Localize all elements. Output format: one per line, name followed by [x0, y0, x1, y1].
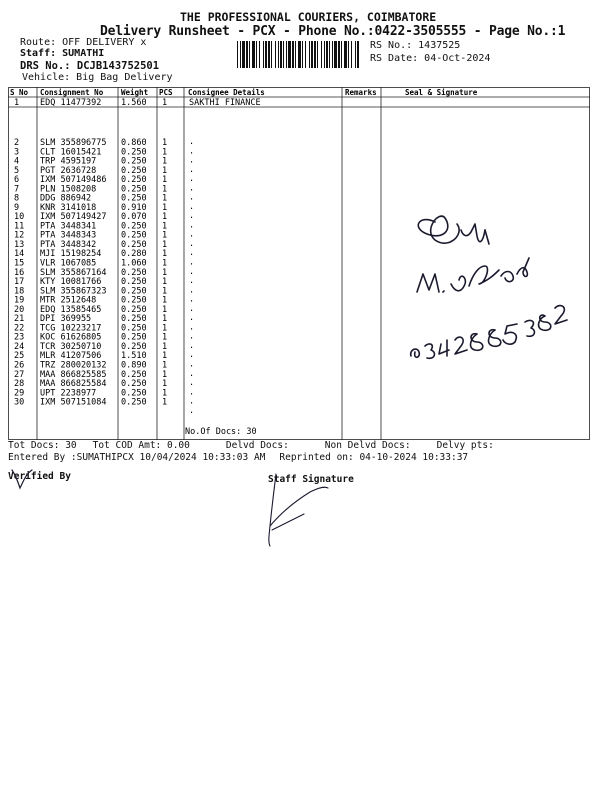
row-weight: 0.250: [121, 369, 147, 380]
row-pcs: 1: [162, 304, 168, 315]
row-sno: 10: [14, 212, 25, 223]
row-consignment: UPT 2238977: [40, 388, 97, 399]
row-consignment: CLT 16015421: [40, 147, 102, 158]
row-consignment: EDQ 11477392: [40, 98, 102, 108]
col-consignee: Consignee Details: [188, 88, 265, 97]
row-pcs: 1: [162, 369, 168, 380]
row-pcs: 1: [162, 314, 168, 325]
row-pcs: 1: [162, 341, 168, 352]
barcode-bar: [265, 41, 267, 68]
barcode-bar: [271, 41, 272, 68]
row-sno: 2: [14, 138, 20, 148]
delvd-docs: Delvd Docs:: [225, 440, 289, 451]
row-pcs: 1: [162, 286, 168, 297]
row-sno: 3: [14, 147, 20, 158]
row-sno: 1: [14, 98, 20, 108]
row-dot: .: [189, 313, 195, 324]
barcode-bar: [338, 41, 340, 68]
barcode: [237, 41, 360, 68]
row-sno: 28: [14, 379, 25, 390]
barcode-bar: [314, 41, 316, 68]
row-dot: .: [189, 211, 195, 222]
row-consignment: MLR 41207506: [40, 351, 102, 362]
row-sno: 25: [14, 351, 25, 362]
runsheet-table: [8, 87, 590, 440]
row-weight: 0.250: [121, 147, 147, 158]
verified-by-label: Verified By: [8, 471, 71, 482]
barcode-bar: [280, 41, 282, 68]
row-sno: 11: [14, 221, 25, 232]
row-sno: 7: [14, 184, 20, 195]
row-dot: .: [189, 285, 195, 296]
row-dot: .: [189, 183, 195, 194]
row-consignment: KOC 61626805: [40, 332, 102, 343]
row-pcs: 1: [162, 221, 168, 232]
row-pcs: 1: [162, 397, 168, 408]
row-pcs: 1: [162, 138, 168, 148]
barcode-bar: [246, 41, 248, 68]
barcode-bar: [288, 41, 291, 68]
barcode-bar: [355, 41, 356, 68]
row-pcs: 1: [162, 184, 168, 195]
row-weight: 0.250: [121, 286, 147, 297]
row-consignee: SAKTHI FINANCE: [189, 98, 261, 108]
row-sno: 29: [14, 388, 25, 399]
row-pcs: 1: [162, 249, 168, 260]
barcode-bar: [292, 41, 294, 68]
col-remarks: Remarks: [345, 88, 377, 97]
staff-signature-label: Staff Signature: [268, 474, 354, 485]
row-dot: .: [189, 201, 195, 212]
row-pcs: 1: [162, 212, 168, 223]
row-pcs: 1: [162, 193, 168, 204]
row-sno: 14: [14, 249, 25, 260]
barcode-bar: [256, 41, 257, 68]
row-weight: 1.560: [121, 98, 147, 108]
row-sno: 26: [14, 360, 25, 371]
row-dot: .: [189, 192, 195, 203]
tot-docs: Tot Docs: 30: [8, 440, 77, 451]
rs-date: RS Date: 04-Oct-2024: [370, 53, 491, 64]
row-dot: .: [189, 220, 195, 231]
row-sno: 5: [14, 165, 20, 176]
barcode-bar: [309, 41, 310, 68]
row-sno: 8: [14, 193, 20, 204]
row-weight: 0.250: [121, 304, 147, 315]
row-consignment: MAA 866825585: [40, 369, 107, 380]
row-pcs: 1: [162, 277, 168, 288]
row-sno: 30: [14, 397, 25, 408]
row-dot: .: [189, 248, 195, 259]
row-sno: 16: [14, 267, 25, 278]
row-dot: .: [189, 303, 195, 314]
row-weight: 0.250: [121, 314, 147, 325]
row-consignment: PGT 2636728: [40, 165, 97, 176]
row-sno: 21: [14, 314, 25, 325]
barcode-bar: [278, 41, 279, 68]
entered-by: Entered By :SUMATHIPCX 10/04/2024 10:33:03 AM: [8, 452, 266, 463]
tot-cod: Tot COD Amt: 0.00: [92, 440, 190, 451]
col-seal-signature: Seal & Signature: [405, 88, 478, 97]
row-weight: 0.250: [121, 156, 147, 167]
row-consignment: KNR 3141018: [40, 202, 97, 213]
row-weight: 0.250: [121, 379, 147, 390]
row-pcs: 1: [162, 267, 168, 278]
barcode-bar: [341, 41, 342, 68]
row-weight: 0.250: [121, 221, 147, 232]
row-consignment: SLM 355867323: [40, 286, 107, 297]
row-weight: 0.250: [121, 388, 147, 399]
row-pcs: 1: [162, 175, 168, 186]
row-consignment: PTA 3448341: [40, 221, 97, 232]
page-title: Delivery Runsheet - PCX - Phone No.:0422-3505555 - Page No.:1: [100, 24, 566, 39]
row-pcs: 1: [162, 351, 168, 362]
row-dot: .: [189, 266, 195, 277]
staff-label: Staff: SUMATHI: [20, 48, 105, 59]
row-dot: .: [189, 137, 195, 147]
row-weight: 0.070: [121, 212, 147, 223]
row-weight: 0.860: [121, 138, 147, 148]
row-dot: .: [189, 146, 195, 157]
row-weight: 0.250: [121, 193, 147, 204]
row-consignment: KTY 10081766: [40, 277, 102, 288]
row-consignment: TCR 30250710: [40, 341, 102, 352]
row-consignment: MJI 15198254: [40, 249, 102, 260]
row-pcs: 1: [162, 98, 168, 108]
row-consignment: MAA 866825584: [40, 379, 107, 390]
row-consignment: MTR 2512648: [40, 295, 97, 306]
row-dot: .: [189, 164, 195, 175]
table-row-first: [14, 98, 261, 108]
row-pcs: 1: [162, 295, 168, 306]
barcode-bar: [344, 41, 347, 68]
row-dot: .: [189, 174, 195, 185]
row-dot: .: [189, 322, 195, 333]
table-rows: [14, 137, 194, 416]
entry-line: [8, 452, 468, 463]
barcode-bar: [275, 41, 276, 68]
reprinted-on: Reprinted on: 04-10-2024 10:33:37: [279, 452, 469, 463]
row-pcs: 1: [162, 156, 168, 167]
barcode-bar: [252, 41, 255, 68]
row-consignment: EDQ 13585465: [40, 304, 102, 315]
row-weight: 0.250: [121, 397, 147, 408]
col-pcs: PCS: [159, 88, 173, 97]
rs-number: RS No.: 1437525: [370, 40, 461, 51]
barcode-bar: [329, 41, 330, 68]
row-sno: 18: [14, 286, 25, 297]
row-dot: .: [189, 294, 195, 305]
row-pcs: 1: [162, 323, 168, 334]
row-pcs: 1: [162, 147, 168, 158]
barcode-bar: [249, 41, 250, 68]
row-consignment: SLM 355896775: [40, 138, 107, 148]
barcode-bar: [326, 41, 328, 68]
row-weight: 1.510: [121, 351, 147, 362]
row-dot: .: [189, 276, 195, 287]
row-consignment: DPI 369955: [40, 314, 92, 325]
row-weight: 0.250: [121, 175, 147, 186]
barcode-bar: [259, 41, 260, 68]
no-of-docs: No.Of Docs: 30: [185, 427, 257, 437]
row-consignment: IXM 507149486: [40, 175, 107, 186]
row-sno: 24: [14, 341, 25, 352]
barcode-bar: [283, 41, 284, 68]
barcode-bar: [321, 41, 322, 68]
row-sno: 19: [14, 295, 25, 306]
row-dot: .: [189, 368, 195, 379]
barcode-bar: [286, 41, 287, 68]
row-sno: 27: [14, 369, 25, 380]
barcode-bar: [305, 41, 306, 68]
summary-line: [8, 440, 494, 451]
barcode-bar: [302, 41, 303, 68]
row-dot: .: [189, 238, 195, 249]
row-weight: 0.250: [121, 295, 147, 306]
row-consignment: TCG 10223217: [40, 323, 102, 334]
row-dot: .: [189, 387, 195, 398]
row-pcs: 1: [162, 332, 168, 343]
barcode-bar: [240, 41, 241, 68]
barcode-bar: [311, 41, 313, 68]
row-sno: 17: [14, 277, 25, 288]
row-consignment: VLR 1067085: [40, 258, 97, 269]
barcode-bar: [237, 41, 238, 68]
row-weight: 0.250: [121, 267, 147, 278]
row-pcs: 1: [162, 379, 168, 390]
barcode-bar: [263, 41, 264, 68]
row-sno: 9: [14, 202, 20, 213]
col-sno: S No: [10, 88, 29, 97]
row-weight: 0.280: [121, 249, 147, 260]
row-consignment: PLN 1508208: [40, 184, 97, 195]
row-pcs: 1: [162, 360, 168, 371]
row-dot: .: [189, 155, 195, 166]
row-weight: 0.250: [121, 184, 147, 195]
row-dot: .: [189, 257, 195, 268]
barcode-bar: [268, 41, 270, 68]
row-sno: 6: [14, 175, 20, 186]
barcode-bar: [324, 41, 325, 68]
row-weight: 0.890: [121, 360, 147, 371]
barcode-bar: [295, 41, 296, 68]
row-weight: 0.250: [121, 239, 147, 250]
barcode-bar: [334, 41, 337, 68]
row-weight: 0.250: [121, 165, 147, 176]
row-sno: 23: [14, 332, 25, 343]
delvy-pts: Delvy pts:: [436, 440, 494, 451]
row-weight: 0.250: [121, 230, 147, 241]
vehicle-label: Vehicle: Big Bag Delivery: [22, 72, 173, 83]
barcode-bar: [357, 41, 359, 68]
row-consignment: IXM 507151084: [40, 397, 107, 408]
row-consignment: IXM 507149427: [40, 212, 107, 223]
row-dot: .: [189, 229, 195, 240]
row-dot: .: [189, 396, 195, 407]
row-sno: 12: [14, 230, 25, 241]
barcode-bar: [317, 41, 318, 68]
non-delvd-docs: Non Delvd Docs:: [324, 440, 411, 451]
table-row: [14, 397, 194, 408]
row-consignment: SLM 355867164: [40, 267, 107, 278]
row-consignment: DDG 886942: [40, 193, 92, 204]
row-weight: 1.060: [121, 258, 147, 269]
row-pcs: 1: [162, 165, 168, 176]
row-dot: .: [189, 359, 195, 370]
company-name: THE PROFESSIONAL COURIERS, COIMBATORE: [180, 10, 437, 24]
row-weight: 0.250: [121, 332, 147, 343]
row-pcs: 1: [162, 258, 168, 269]
row-pcs: 1: [162, 202, 168, 213]
row-dot: .: [189, 331, 195, 342]
row-weight: 0.910: [121, 202, 147, 213]
row-sno: 20: [14, 304, 25, 315]
col-weight: Weight: [121, 88, 149, 97]
row-consignment: TRZ 280020132: [40, 360, 107, 371]
row-dot: .: [189, 405, 195, 416]
row-weight: 0.250: [121, 341, 147, 352]
row-weight: 0.250: [121, 323, 147, 334]
row-pcs: 1: [162, 239, 168, 250]
barcode-bar: [348, 41, 349, 68]
row-sno: 15: [14, 258, 25, 269]
row-weight: 0.250: [121, 277, 147, 288]
drs-number: DRS No.: DCJB143752501: [20, 60, 160, 72]
row-pcs: 1: [162, 230, 168, 241]
row-consignment: TRP 4595197: [40, 156, 97, 167]
col-consignment: Consignment No: [40, 88, 104, 97]
barcode-bar: [298, 41, 301, 68]
barcode-bar: [351, 41, 352, 68]
barcode-bar: [332, 41, 333, 68]
row-dot: .: [189, 378, 195, 389]
row-consignment: PTA 3448343: [40, 230, 97, 241]
row-pcs: 1: [162, 388, 168, 399]
row-consignment: PTA 3448342: [40, 239, 97, 250]
route-label: Route: OFF DELIVERY x: [20, 37, 147, 48]
row-dot: .: [189, 340, 195, 351]
barcode-bar: [242, 41, 245, 68]
row-dot: .: [189, 350, 195, 361]
row-sno: 4: [14, 156, 20, 167]
row-sno: 13: [14, 239, 25, 250]
row-sno: 22: [14, 323, 25, 334]
